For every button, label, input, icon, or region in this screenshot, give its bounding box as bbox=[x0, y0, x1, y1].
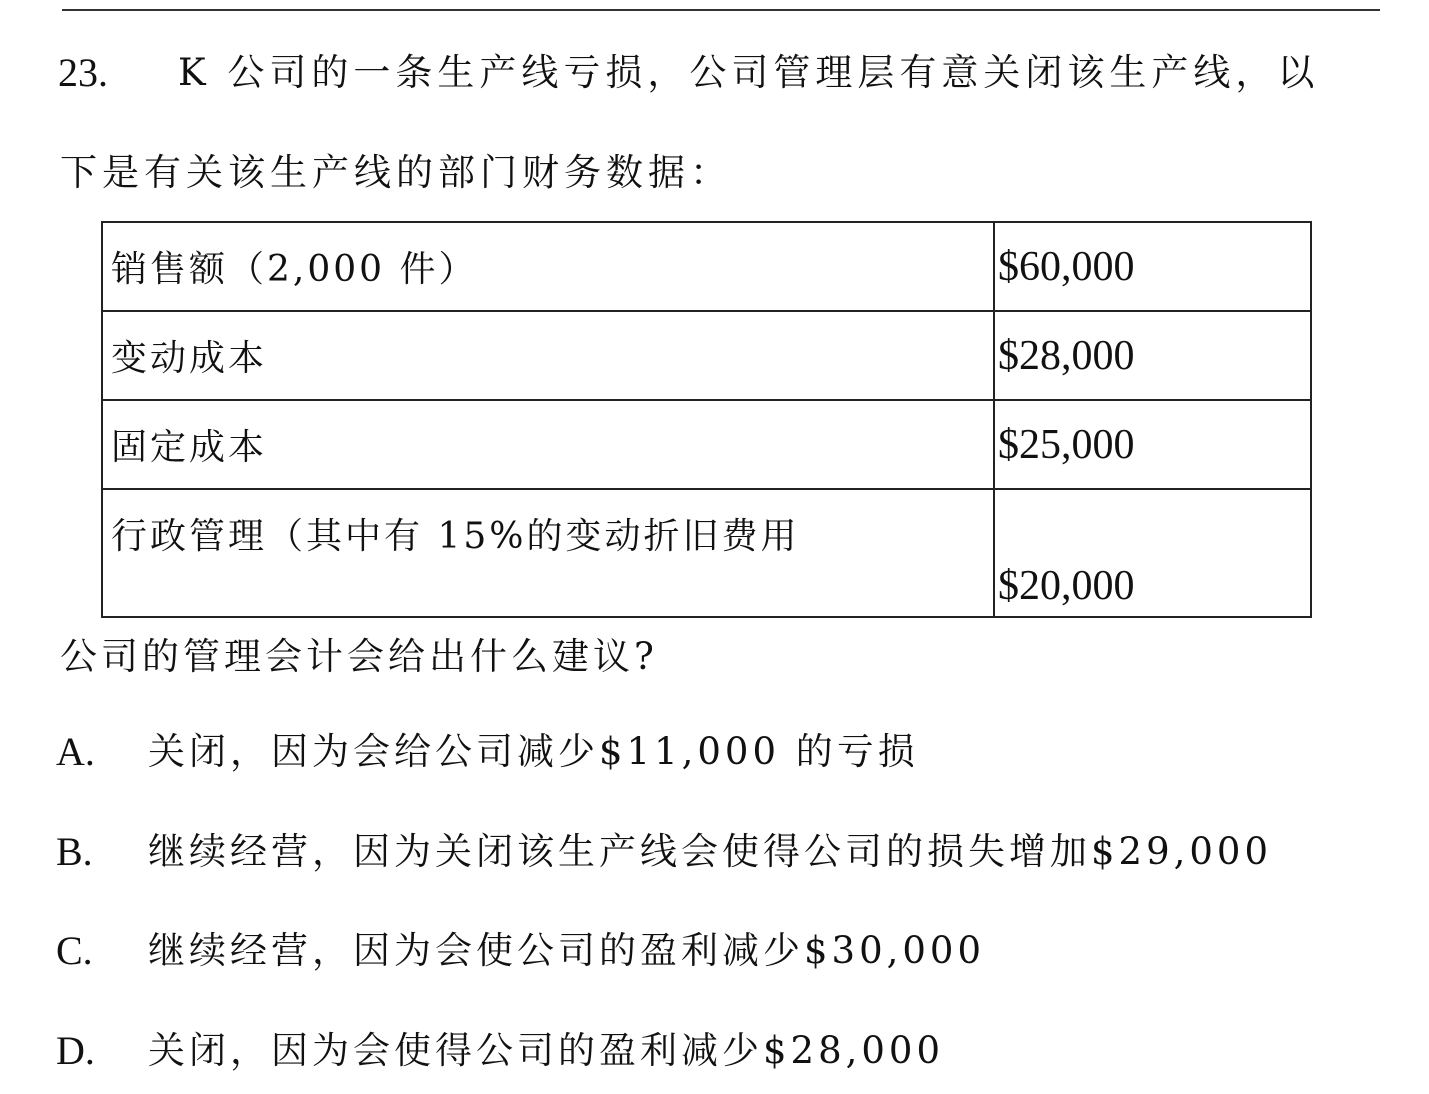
table-row bbox=[102, 400, 1311, 489]
financial-data-table bbox=[101, 221, 1312, 618]
row-label-fixed-cost: 固定成本 bbox=[102, 400, 994, 489]
table-row bbox=[102, 489, 1311, 617]
option-c-text: 继续经营，因为会使公司的盈利减少$30,000 bbox=[148, 929, 986, 972]
option-a-letter: A. bbox=[56, 729, 95, 774]
option-a-text: 关闭，因为会给公司减少$11,000 的亏损 bbox=[148, 730, 919, 773]
row-value-fixed-cost: $25,000 bbox=[994, 400, 1311, 489]
question-number: 23. bbox=[58, 50, 108, 95]
question-text-line-1: K 公司的一条生产线亏损，公司管理层有意关闭该生产线，以 bbox=[178, 51, 1320, 94]
question-text-line-2: 下是有关该生产线的部门财务数据： bbox=[60, 151, 732, 194]
row-label-sales: 销售额（2,000 件） bbox=[102, 222, 994, 311]
option-b-text: 继续经营，因为关闭该生产线会使得公司的损失增加$29,000 bbox=[148, 830, 1273, 873]
question-prompt: 公司的管理会计会给出什么建议? bbox=[60, 635, 658, 678]
row-label-admin: 行政管理（其中有 15%的变动折旧费用 bbox=[102, 489, 994, 617]
row-value-sales: $60,000 bbox=[994, 222, 1311, 311]
row-label-variable-cost: 变动成本 bbox=[102, 311, 994, 400]
table-row bbox=[102, 222, 1311, 311]
row-value-variable-cost: $28,000 bbox=[994, 311, 1311, 400]
option-b-letter: B. bbox=[56, 829, 93, 874]
option-d-letter: D. bbox=[56, 1028, 95, 1073]
option-c-letter: C. bbox=[56, 928, 93, 973]
question-line-1 bbox=[58, 48, 1388, 98]
top-rule bbox=[62, 9, 1380, 11]
option-d-text: 关闭，因为会使得公司的盈利减少$28,000 bbox=[148, 1029, 945, 1072]
table-row bbox=[102, 311, 1311, 400]
row-value-admin: $20,000 bbox=[994, 489, 1311, 617]
